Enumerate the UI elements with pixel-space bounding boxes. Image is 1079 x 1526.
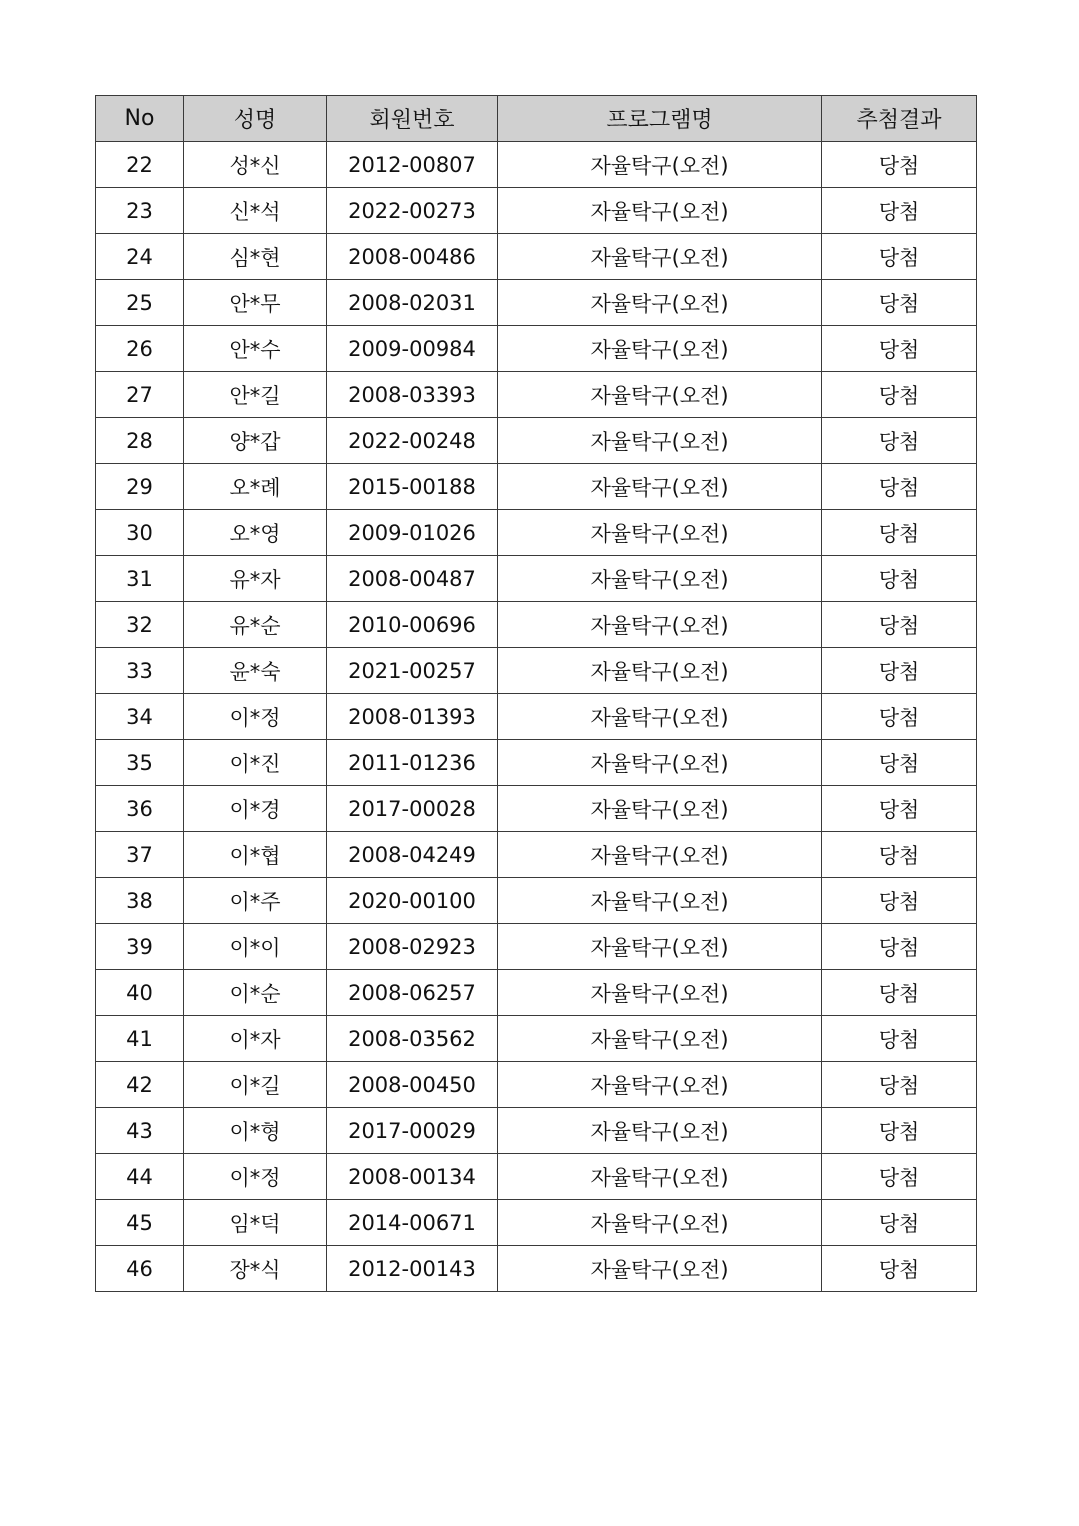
lottery-results-table [95, 95, 977, 1292]
cell-result: 당첨 [822, 832, 977, 878]
cell-no: 44 [96, 1154, 184, 1200]
cell-program: 자율탁구(오전) [498, 832, 822, 878]
cell-no: 42 [96, 1062, 184, 1108]
table-row [96, 142, 977, 188]
cell-name: 유*순 [184, 602, 327, 648]
table-row [96, 1154, 977, 1200]
cell-result: 당첨 [822, 188, 977, 234]
cell-program: 자율탁구(오전) [498, 1016, 822, 1062]
cell-name: 이*진 [184, 740, 327, 786]
cell-program: 자율탁구(오전) [498, 326, 822, 372]
cell-no: 32 [96, 602, 184, 648]
cell-member-id: 2017-00028 [327, 786, 498, 832]
cell-name: 신*석 [184, 188, 327, 234]
header-result: 추첨결과 [822, 96, 977, 142]
cell-no: 23 [96, 188, 184, 234]
cell-program: 자율탁구(오전) [498, 280, 822, 326]
cell-result: 당첨 [822, 1016, 977, 1062]
cell-no: 34 [96, 694, 184, 740]
cell-no: 29 [96, 464, 184, 510]
cell-member-id: 2020-00100 [327, 878, 498, 924]
table-header [96, 96, 977, 142]
cell-member-id: 2008-00134 [327, 1154, 498, 1200]
cell-result: 당첨 [822, 786, 977, 832]
cell-program: 자율탁구(오전) [498, 1108, 822, 1154]
cell-member-id: 2009-00984 [327, 326, 498, 372]
cell-program: 자율탁구(오전) [498, 648, 822, 694]
cell-no: 40 [96, 970, 184, 1016]
cell-program: 자율탁구(오전) [498, 556, 822, 602]
cell-program: 자율탁구(오전) [498, 878, 822, 924]
table-row [96, 832, 977, 878]
cell-name: 심*현 [184, 234, 327, 280]
cell-result: 당첨 [822, 280, 977, 326]
cell-name: 성*신 [184, 142, 327, 188]
cell-result: 당첨 [822, 740, 977, 786]
cell-program: 자율탁구(오전) [498, 234, 822, 280]
cell-member-id: 2014-00671 [327, 1200, 498, 1246]
cell-member-id: 2022-00248 [327, 418, 498, 464]
table-row [96, 878, 977, 924]
table-row [96, 740, 977, 786]
cell-result: 당첨 [822, 1154, 977, 1200]
cell-member-id: 2017-00029 [327, 1108, 498, 1154]
cell-member-id: 2008-03562 [327, 1016, 498, 1062]
cell-no: 36 [96, 786, 184, 832]
cell-program: 자율탁구(오전) [498, 464, 822, 510]
cell-name: 이*순 [184, 970, 327, 1016]
cell-program: 자율탁구(오전) [498, 1154, 822, 1200]
cell-no: 31 [96, 556, 184, 602]
cell-name: 윤*숙 [184, 648, 327, 694]
header-row [96, 96, 977, 142]
cell-member-id: 2010-00696 [327, 602, 498, 648]
cell-no: 28 [96, 418, 184, 464]
cell-no: 45 [96, 1200, 184, 1246]
cell-member-id: 2008-01393 [327, 694, 498, 740]
cell-no: 39 [96, 924, 184, 970]
table-row [96, 234, 977, 280]
table-row [96, 510, 977, 556]
table-row [96, 372, 977, 418]
cell-no: 37 [96, 832, 184, 878]
header-program: 프로그램명 [498, 96, 822, 142]
table-row [96, 188, 977, 234]
table-row [96, 602, 977, 648]
header-member-id: 회원번호 [327, 96, 498, 142]
table-row [96, 1108, 977, 1154]
cell-no: 46 [96, 1246, 184, 1292]
cell-name: 이*이 [184, 924, 327, 970]
cell-no: 43 [96, 1108, 184, 1154]
cell-no: 27 [96, 372, 184, 418]
cell-no: 24 [96, 234, 184, 280]
table-row [96, 648, 977, 694]
cell-program: 자율탁구(오전) [498, 188, 822, 234]
header-no: No [96, 96, 184, 142]
cell-result: 당첨 [822, 878, 977, 924]
cell-program: 자율탁구(오전) [498, 740, 822, 786]
cell-result: 당첨 [822, 142, 977, 188]
cell-member-id: 2015-00188 [327, 464, 498, 510]
table-row [96, 464, 977, 510]
cell-result: 당첨 [822, 924, 977, 970]
table-row [96, 924, 977, 970]
cell-result: 당첨 [822, 418, 977, 464]
cell-result: 당첨 [822, 648, 977, 694]
table-row [96, 1016, 977, 1062]
cell-member-id: 2009-01026 [327, 510, 498, 556]
cell-no: 33 [96, 648, 184, 694]
cell-no: 25 [96, 280, 184, 326]
table-row [96, 786, 977, 832]
cell-program: 자율탁구(오전) [498, 786, 822, 832]
cell-member-id: 2011-01236 [327, 740, 498, 786]
cell-program: 자율탁구(오전) [498, 142, 822, 188]
cell-member-id: 2022-00273 [327, 188, 498, 234]
cell-program: 자율탁구(오전) [498, 372, 822, 418]
cell-no: 26 [96, 326, 184, 372]
cell-name: 안*길 [184, 372, 327, 418]
cell-name: 안*수 [184, 326, 327, 372]
cell-name: 이*정 [184, 694, 327, 740]
cell-member-id: 2012-00807 [327, 142, 498, 188]
cell-result: 당첨 [822, 970, 977, 1016]
cell-program: 자율탁구(오전) [498, 418, 822, 464]
cell-member-id: 2008-06257 [327, 970, 498, 1016]
cell-name: 이*정 [184, 1154, 327, 1200]
cell-name: 유*자 [184, 556, 327, 602]
cell-no: 35 [96, 740, 184, 786]
cell-program: 자율탁구(오전) [498, 602, 822, 648]
cell-result: 당첨 [822, 1108, 977, 1154]
cell-name: 양*갑 [184, 418, 327, 464]
cell-member-id: 2008-00486 [327, 234, 498, 280]
cell-program: 자율탁구(오전) [498, 924, 822, 970]
table-row [96, 694, 977, 740]
cell-result: 당첨 [822, 1200, 977, 1246]
table-body [96, 142, 977, 1292]
cell-name: 이*자 [184, 1016, 327, 1062]
table-row [96, 1246, 977, 1292]
cell-program: 자율탁구(오전) [498, 970, 822, 1016]
cell-name: 임*덕 [184, 1200, 327, 1246]
cell-result: 당첨 [822, 510, 977, 556]
cell-result: 당첨 [822, 326, 977, 372]
table-row [96, 326, 977, 372]
cell-name: 오*영 [184, 510, 327, 556]
cell-member-id: 2008-03393 [327, 372, 498, 418]
cell-member-id: 2021-00257 [327, 648, 498, 694]
table-row [96, 556, 977, 602]
cell-result: 당첨 [822, 372, 977, 418]
cell-no: 41 [96, 1016, 184, 1062]
cell-no: 22 [96, 142, 184, 188]
header-name: 성명 [184, 96, 327, 142]
cell-no: 38 [96, 878, 184, 924]
cell-program: 자율탁구(오전) [498, 1200, 822, 1246]
cell-name: 오*례 [184, 464, 327, 510]
cell-member-id: 2012-00143 [327, 1246, 498, 1292]
table-row [96, 970, 977, 1016]
cell-result: 당첨 [822, 694, 977, 740]
cell-member-id: 2008-00487 [327, 556, 498, 602]
table-row [96, 418, 977, 464]
cell-result: 당첨 [822, 602, 977, 648]
cell-name: 이*형 [184, 1108, 327, 1154]
cell-program: 자율탁구(오전) [498, 694, 822, 740]
cell-result: 당첨 [822, 1062, 977, 1108]
cell-name: 이*길 [184, 1062, 327, 1108]
cell-name: 이*경 [184, 786, 327, 832]
cell-name: 장*식 [184, 1246, 327, 1292]
table-row [96, 1062, 977, 1108]
cell-result: 당첨 [822, 464, 977, 510]
cell-member-id: 2008-02031 [327, 280, 498, 326]
cell-result: 당첨 [822, 1246, 977, 1292]
cell-name: 이*협 [184, 832, 327, 878]
cell-name: 이*주 [184, 878, 327, 924]
table-row [96, 280, 977, 326]
cell-result: 당첨 [822, 556, 977, 602]
cell-result: 당첨 [822, 234, 977, 280]
cell-member-id: 2008-04249 [327, 832, 498, 878]
cell-member-id: 2008-00450 [327, 1062, 498, 1108]
cell-program: 자율탁구(오전) [498, 1246, 822, 1292]
cell-name: 안*무 [184, 280, 327, 326]
cell-no: 30 [96, 510, 184, 556]
table-row [96, 1200, 977, 1246]
cell-program: 자율탁구(오전) [498, 510, 822, 556]
cell-member-id: 2008-02923 [327, 924, 498, 970]
cell-program: 자율탁구(오전) [498, 1062, 822, 1108]
